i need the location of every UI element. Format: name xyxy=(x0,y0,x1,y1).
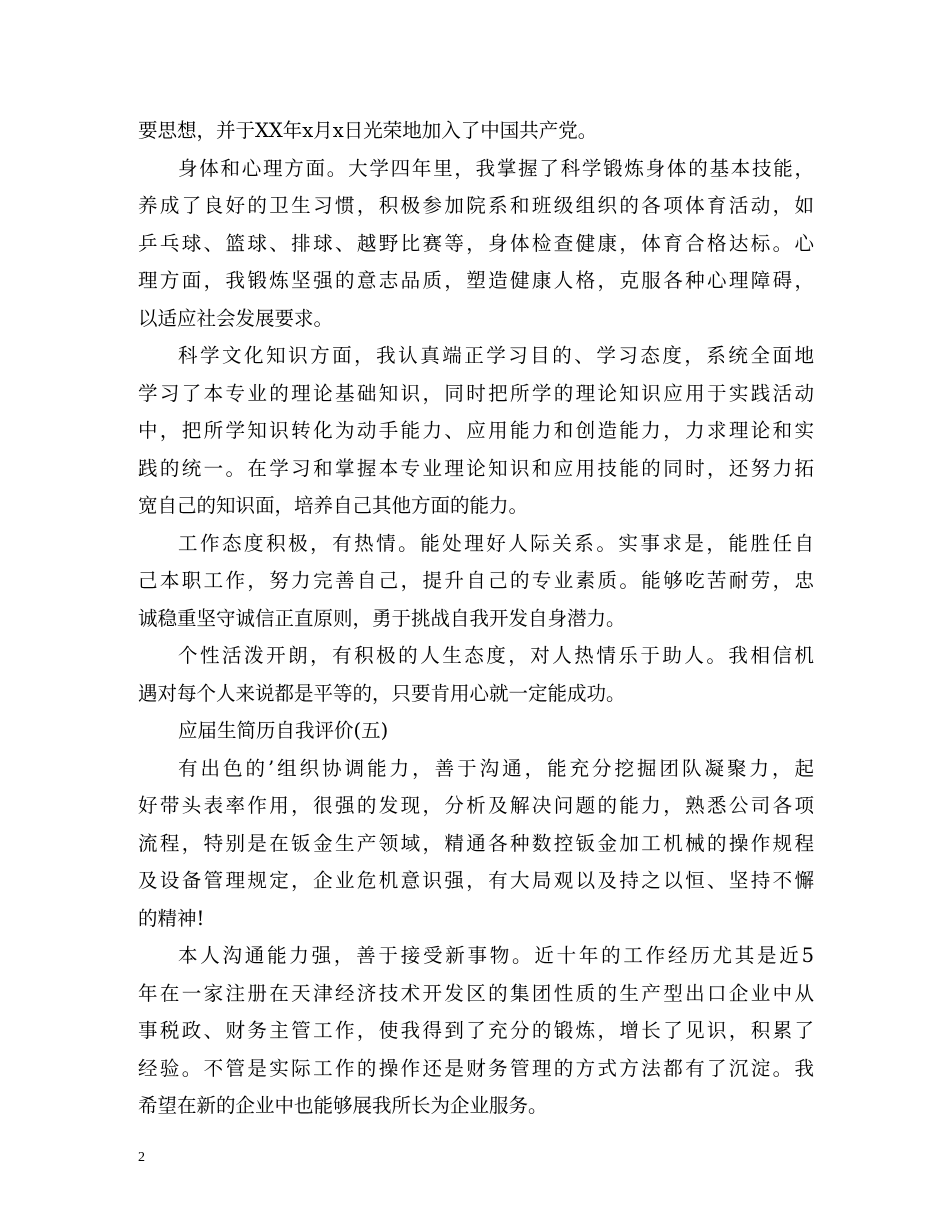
paragraph-scientific-knowledge xyxy=(138,337,814,525)
text-line: 年在一家注册在天津经济技术开发区的集团性质的生产型出口企业中从 xyxy=(138,981,814,1005)
paragraph-work-attitude xyxy=(138,525,814,638)
section-title: 应届生简历自我评价(五) xyxy=(178,719,389,742)
paragraph-communication xyxy=(138,937,814,1125)
page-number: 2 xyxy=(138,1150,145,1165)
text-line: 个性活泼开朗，有积极的人生态度，对人热情乐于助人。我相信机 xyxy=(178,644,814,667)
text-line: 及设备管理规定，企业危机意识强，有大局观以及持之以恒、坚持不懈 xyxy=(138,869,814,892)
text-line: 以适应社会发展要求。 xyxy=(138,306,334,330)
text-line: 希望在新的企业中也能够展我所长为企业服务。 xyxy=(138,1094,548,1117)
text-line: 本人沟通能力强，善于接受新事物。近十年的工作经历尤其是近5 xyxy=(178,944,814,967)
text-line: 科学文化知识方面，我认真端正学习目的、学习态度，系统全面地 xyxy=(178,344,814,367)
text-line: 工作态度积极，有热情。能处理好人际关系。实事求是，能胜任自 xyxy=(178,531,814,555)
text-line: 养成了良好的卫生习惯，积极参加院系和班级组织的各项体育活动，如 xyxy=(138,194,814,217)
text-line: 乒乓球、篮球、排球、越野比赛等，身体检查健康，体育合格达标。心 xyxy=(138,231,814,255)
text-line: 有出色的’组织协调能力，善于沟通，能充分挖掘团队凝聚力，起 xyxy=(178,756,814,780)
text-line: 学习了本专业的理论基础知识，同时把所学的理论知识应用于实践活动 xyxy=(138,381,814,405)
text-line: 践的统一。在学习和掌握本专业理论知识和应用技能的同时，还努力拓 xyxy=(138,456,814,480)
text-line: 事税政、财务主管工作，使我得到了充分的锻炼，增长了见识，积累了 xyxy=(138,1019,814,1042)
text-line: 中，把所学知识转化为动手能力、应用能力和创造能力，力求理论和实 xyxy=(138,419,814,442)
text-line: 经验。不管是实际工作的操作还是财务管理的方式方法都有了沉淀。我 xyxy=(138,1056,814,1080)
text-line: 要思想，并于XX年x月x日光荣地加入了中国共产党。 xyxy=(138,119,598,142)
text-line: 遇对每个人来说都是平等的，只要肯用心就一定能成功。 xyxy=(138,681,626,705)
text-line: 身体和心理方面。大学四年里，我掌握了科学锻炼身体的基本技能， xyxy=(178,156,814,180)
text-line: 宽自己的知识面，培养自己其他方面的能力。 xyxy=(138,494,529,517)
text-line: 己本职工作，努力完善自己，提升自己的专业素质。能够吃苦耐劳，忠 xyxy=(138,569,814,592)
paragraph-party-membership xyxy=(138,112,814,150)
text-line: 流程，特别是在钣金生产领域，精通各种数控钣金加工机械的操作规程 xyxy=(138,831,814,855)
text-line: 的精神! xyxy=(138,906,205,930)
paragraph-coordination xyxy=(138,750,814,938)
document-body xyxy=(138,112,814,1125)
text-line: 诚稳重坚守诚信正直原则，勇于挑战自我开发自身潜力。 xyxy=(138,606,626,630)
text-line: 好带头表率作用，很强的发现，分析及解决问题的能力，熟悉公司各项 xyxy=(138,794,814,817)
section-heading xyxy=(138,712,814,750)
paragraph-physical-mental xyxy=(138,150,814,338)
text-line: 理方面，我锻炼坚强的意志品质，塑造健康人格，克服各种心理障碍， xyxy=(138,269,814,292)
paragraph-personality xyxy=(138,637,814,712)
